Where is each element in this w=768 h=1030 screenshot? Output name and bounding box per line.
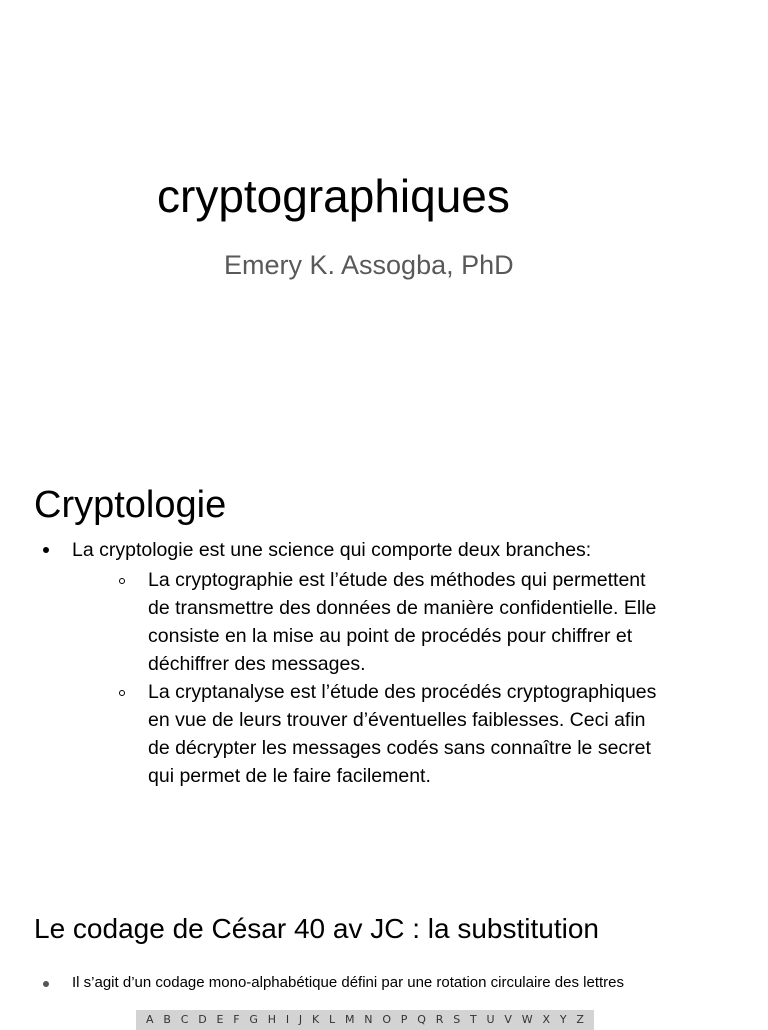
alphabet-letter: S xyxy=(453,1013,461,1026)
alphabet-letter: H xyxy=(267,1013,277,1026)
alphabet-letter: F xyxy=(233,1013,240,1026)
alphabet-letter: P xyxy=(400,1013,408,1026)
bullet-dot-icon xyxy=(43,981,49,987)
alphabet-letter: U xyxy=(486,1013,495,1026)
deck-title: cryptographiques xyxy=(157,170,510,222)
alphabet-letter: A xyxy=(146,1013,154,1026)
alphabet-letter: O xyxy=(382,1013,391,1026)
text-line: de transmettre des données de manière confidentielle. Elle xyxy=(148,597,657,619)
cesar-slide xyxy=(0,890,768,1024)
bullet-circle-icon xyxy=(119,578,125,584)
alphabet-letter: G xyxy=(249,1013,258,1026)
alphabet-letter: V xyxy=(504,1013,512,1026)
title-slide xyxy=(0,0,768,430)
bullet-text: La cryptologie est une science qui comporte deux branches: xyxy=(72,539,592,561)
text-line: de décrypter les messages codés sans connaître le secret xyxy=(148,737,651,759)
alphabet-letter: Y xyxy=(559,1013,567,1026)
alphabet-letter: I xyxy=(285,1013,290,1026)
alphabet-letter: Z xyxy=(576,1013,584,1026)
text-line: consiste en la mise au point de procédés pour chiffrer et xyxy=(148,625,633,647)
cryptologie-slide xyxy=(0,430,768,890)
alphabet-letter: J xyxy=(298,1013,303,1026)
alphabet-letter: D xyxy=(198,1013,207,1026)
text-line: en vue de leurs trouver d’éventuelles faiblesses. Ceci afin xyxy=(148,709,646,731)
slide-heading: Cryptologie xyxy=(34,484,227,526)
sub-bullet-text xyxy=(148,566,748,678)
deck-author: Emery K. Assogba, PhD xyxy=(224,250,514,280)
alphabet-letter: W xyxy=(521,1013,533,1026)
alphabet-letter: L xyxy=(329,1013,336,1026)
text-line: La cryptanalyse est l’étude des procédés cryptographiques xyxy=(148,681,657,703)
alphabet-letter: E xyxy=(216,1013,224,1026)
slide-heading: Le codage de César 40 av JC : la substitution xyxy=(34,913,600,944)
alphabet-letter: T xyxy=(470,1013,477,1026)
alphabet-letter: M xyxy=(344,1013,355,1026)
sub-bullet-text xyxy=(148,678,748,790)
bullet-text: Il s’agit d’un codage mono-alphabétique défini par une rotation circulaire des lettres xyxy=(72,974,625,991)
alphabet-letter: Q xyxy=(417,1013,426,1026)
alphabet-letter: B xyxy=(163,1013,171,1026)
alphabet-strip xyxy=(136,1010,594,1030)
alphabet-letter: N xyxy=(364,1013,373,1026)
bullet-dot-icon xyxy=(43,547,49,553)
alphabet-letter: X xyxy=(542,1013,551,1026)
alphabet-letter: R xyxy=(435,1013,444,1026)
text-line: La cryptographie est l’étude des méthodes qui permettent xyxy=(148,569,646,591)
text-line: déchiffrer des messages. xyxy=(148,653,366,675)
alphabet-letter: C xyxy=(180,1013,189,1026)
text-line: qui permet de le faire facilement. xyxy=(148,765,431,787)
bullet-circle-icon xyxy=(119,690,125,696)
alphabet-letter: K xyxy=(311,1013,320,1026)
